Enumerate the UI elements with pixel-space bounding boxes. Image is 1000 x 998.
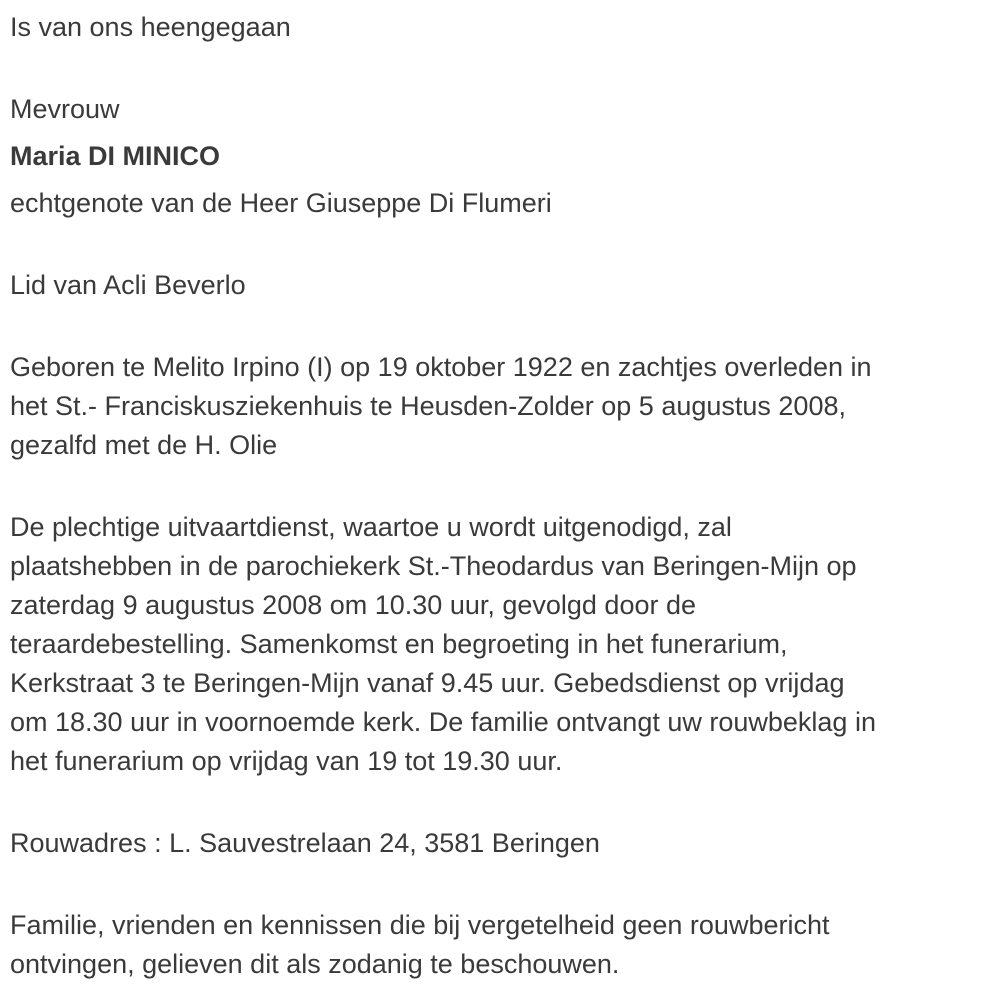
birth-death-line-3: gezalfd met de H. Olie: [10, 430, 278, 460]
service-line-1: De plechtige uitvaartdienst, waartoe u wordt uitgenodigd, zal: [10, 512, 732, 542]
birth-death-line-1: Geboren te Melito Irpino (I) op 19 oktober 1922 en zachtjes overleden in: [10, 352, 872, 382]
birth-death-line-2: het St.- Franciskusziekenhuis te Heusden-Zolder op 5 augustus 2008,: [10, 391, 846, 421]
closing-line-2: ontvingen, gelieven dit als zodanig te beschouwen.: [10, 949, 620, 979]
spouse-text: echtgenote van de Heer Giuseppe Di Flumeri: [10, 188, 552, 218]
salutation-text: Mevrouw: [10, 94, 120, 124]
service-line-5: Kerkstraat 3 te Beringen-Mijn vanaf 9.45 uur. Gebedsdienst op vrijdag: [10, 668, 845, 698]
spouse-line: [10, 184, 990, 223]
membership-text: Lid van Acli Beverlo: [10, 270, 246, 300]
service-line-7: het funerarium op vrijdag van 19 tot 19.30 uur.: [10, 746, 563, 776]
service-line-6: om 18.30 uur in voornoemde kerk. De familie ontvangt uw rouwbeklag in: [10, 707, 876, 737]
birth-death-paragraph: [10, 348, 990, 465]
intro-line: [10, 8, 990, 47]
intro-text: Is van ons heengegaan: [10, 12, 291, 42]
service-line-3: zaterdag 9 augustus 2008 om 10.30 uur, gevolgd door de: [10, 590, 697, 620]
deceased-name-text: Maria DI MINICO: [10, 141, 221, 171]
service-line-2: plaatshebben in de parochiekerk St.-Theodardus van Beringen-Mijn op: [10, 551, 857, 581]
closing-paragraph: [10, 906, 990, 984]
membership-line: [10, 266, 990, 305]
mourning-address-line: [10, 824, 990, 863]
salutation-line: [10, 90, 990, 129]
closing-line-1: Familie, vrienden en kennissen die bij vergetelheid geen rouwbericht: [10, 910, 830, 940]
service-line-4: teraardebestelling. Samenkomst en begroeting in het funerarium,: [10, 629, 788, 659]
service-paragraph: [10, 508, 990, 781]
mourning-address-text: Rouwadres : L. Sauvestrelaan 24, 3581 Beringen: [10, 828, 600, 858]
deceased-name-line: [10, 137, 990, 176]
